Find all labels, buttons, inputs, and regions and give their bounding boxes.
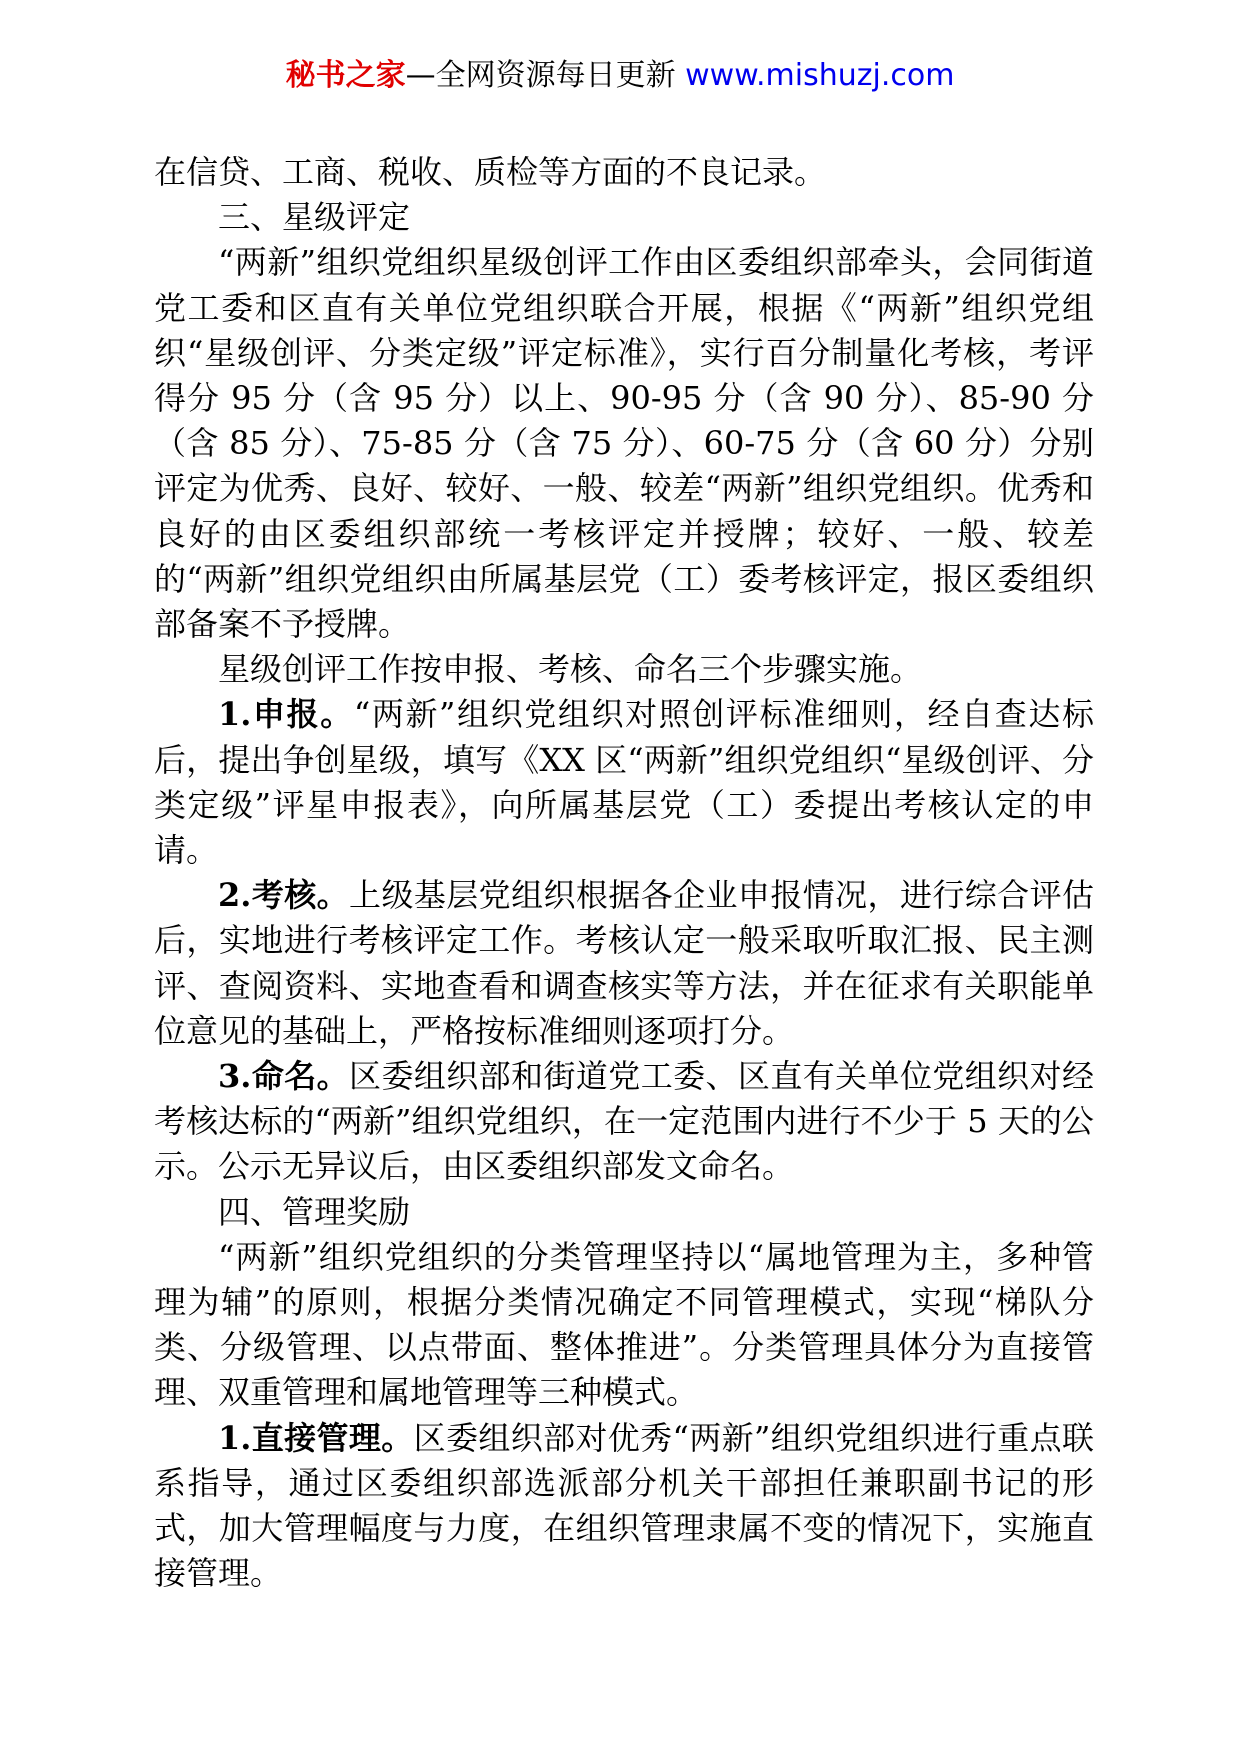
paragraph-star-rating bbox=[154, 240, 1094, 647]
paragraph-step-assess bbox=[154, 873, 1094, 1054]
section-heading-4 bbox=[154, 1190, 1094, 1235]
paragraph-text: “两新”组织党组织星级创评工作由区委组织部牵头，会同街道党工委和区直有关单位党组织联合开展，根据《“两新”组织党组织“星级创评、分类定级”评定标准》，实行百分制量化考核，考评得分 95 分（含 95 分）以上、90-95 分（含 90 分）、85-90 分（含 85 分）、75-85 分（含 75 分）、60-75 分（含 60 分）分别评定为优秀、良好、较好、一般、较差“两新”组织党组织。优秀和良好的由区委组织部统一考核评定并授牌；较好、一般、较差的“两新”组织党组织由所属基层党（工）委考核评定，报区委组织部备案不予授牌。 bbox=[154, 243, 1094, 644]
paragraph-step-declare bbox=[154, 692, 1094, 873]
site-brand: 秘书之家 bbox=[285, 58, 406, 93]
paragraph-continuation bbox=[154, 150, 1094, 195]
paragraph-text: 区委组织部对优秀“两新”组织党组织进行重点联系指导，通过区委组织部选派部分机关干部担任兼职副书记的形式，加大管理幅度与力度，在组织管理隶属不变的情况下，实施直接管理。 bbox=[154, 1418, 1094, 1593]
paragraph-text: 区委组织部和街道党工委、区直有关单位党组织对经考核达标的“两新”组织党组织，在一定范围内进行不少于 5 天的公示。公示无异议后，由区委组织部发文命名。 bbox=[154, 1057, 1094, 1186]
paragraph-lead: 3.命名。 bbox=[218, 1057, 350, 1096]
paragraph-text: “两新”组织党组织对照创评标准细则，经自查达标后，提出争创星级，填写《XX 区“两新”组织党组织“星级创评、分类定级”评星申报表》，向所属基层党（工）委提出考核认定的申请。 bbox=[154, 695, 1094, 870]
paragraph-text: 三、星级评定 bbox=[218, 198, 411, 237]
paragraph-text: 在信贷、工商、税收、质检等方面的不良记录。 bbox=[154, 153, 827, 191]
document-body bbox=[154, 150, 1094, 1597]
paragraph-text: 上级基层党组织根据各企业申报情况，进行综合评估后，实地进行考核评定工作。考核认定一般采取听取汇报、民主测评、查阅资料、实地查看和调查核实等方法，并在征求有关职能单位意见的基础上，严格按标准细则逐项打分。 bbox=[154, 876, 1094, 1050]
paragraph-direct-management bbox=[154, 1416, 1094, 1597]
paragraph-text: 星级创评工作按申报、考核、命名三个步骤实施。 bbox=[218, 650, 923, 689]
paragraph-text: “两新”组织党组织的分类管理坚持以“属地管理为主，多种管理为辅”的原则，根据分类情况确定不同管理模式，实现“梯队分类、分级管理、以点带面、整体推进”。分类管理具体分为直接管理、双重管理和属地管理等三种模式。 bbox=[154, 1237, 1094, 1412]
paragraph-text: 四、管理奖励 bbox=[218, 1192, 411, 1231]
site-tagline: —全网资源每日更新 bbox=[405, 58, 676, 93]
site-header bbox=[0, 56, 1240, 96]
paragraph-lead: 1.直接管理。 bbox=[218, 1418, 414, 1457]
paragraph-classified-management bbox=[154, 1235, 1094, 1416]
paragraph-lead: 1.申报。 bbox=[218, 695, 354, 734]
paragraph-lead: 2.考核。 bbox=[218, 876, 350, 915]
site-url-link[interactable]: www.mishuzj.com bbox=[685, 58, 955, 93]
paragraph-steps bbox=[154, 647, 1094, 692]
paragraph-step-naming bbox=[154, 1054, 1094, 1190]
section-heading-3 bbox=[154, 195, 1094, 240]
